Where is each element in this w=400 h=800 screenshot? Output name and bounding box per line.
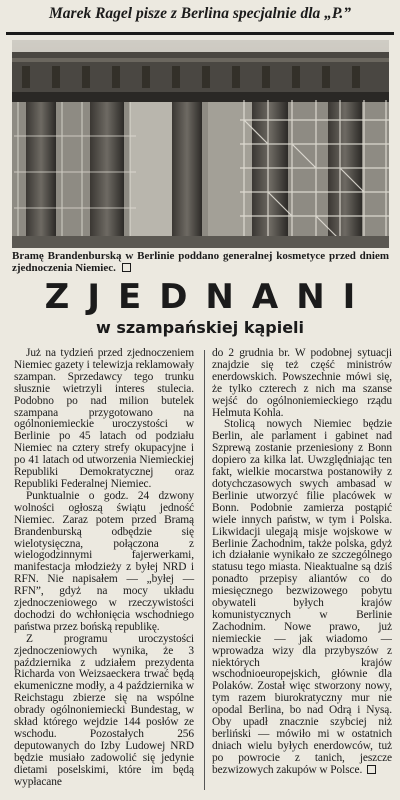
end-mark-icon — [122, 263, 131, 272]
photo-caption — [12, 250, 389, 274]
brandenburg-gate-photo — [12, 40, 389, 248]
paragraph: Już na tydzień przed zjednoczeniem Niemiec gazety i telewizja reklamowały szampan. Sprzedawcy tego trunku słusznie wietrzyli interes stulecia. Podobno po nad milion butelek szampana przygotowano na ogólnoniemieckie uroczystości w Berlinie po 45 latach od podziału Niemiec na cztery strefy okupacyjne i po 41 latach od utworzenia Niemieckiej Republiki Demokratycznej oraz Republiki Federalnej Niemiec. — [14, 348, 194, 490]
byline: Marek Ragel pisze z Berlina specjalnie dla „P.” — [49, 5, 351, 22]
article-column-right — [212, 348, 392, 777]
paragraph: Stolicą nowych Niemiec będzie Berlin, ale parlament i gabinet nad Szprewą zostanie przeniesiony z Bonn dopiero za kilka lat. Uwzględniając ten fakt, wielkie mocarstwa postanowiły z dotychczasowych swych ambasad w Berlinie utworzyć filie placówek w Bonn. Podobnie zamierza postąpić wiele innych państw, w tym i Polska. Likwidacji ulegają misje wojskowe w Berlinie Zachodnim, także polska, gdyż ich działanie wynikało ze szczególnego statusu tego miasta. Nieaktualne są dziś ponadto przepisy aliantów co do miesięcznego bezwizowego pobytu obywateli byłych krajów komunistycznych w Berlinie Zachodnim. Nowe prawo, już niemieckie — jak wiadomo — wprowadza wizy dla przybyszów z niektórych krajów wschodnioeuropejskich, głównie dla Polaków. Został więc stworzony nowy, tym razem biurokratyczny mur nie opodal Berlina, bo nad Odrą i Nysą. Oby upadł znacznie szybciej niż berliński — mówiło mi w ostatnich dniach wielu byłych enerdowców, tuż po powrocie z tanich, jeszcze bezwizowych zakupów w Polsce. — [212, 418, 392, 776]
paragraph: Punktualnie o godz. 24 dzwony wolności ogłoszą świątu jedność Niemiec. Zaraz potem przed Bramą Brandenburską odbędzie się wielotysięczna, połączona z wielogodzinnymi fajerwerkami, manifestacja młodzieży z byłej NRD i RFN. Nie napisałem — „byłej — RFN”, gdyż na mocy układu zjednoczeniowego w rzeczywistości dochodzi do wchłonięcia wschodniego państwa przez bońską republikę. — [14, 489, 194, 633]
paragraph: do 2 grudnia br. W podobnej sytuacji znajdzie się też część ministrów enerdowskich. Powszechnie mówi się, że tylko czterech z nich ma szanse wejść do ogólnoniemieckiego rządu Helmuta Kohla. — [212, 348, 392, 419]
article-body — [14, 348, 392, 798]
article-column-left — [14, 348, 194, 789]
header-rule — [6, 32, 394, 35]
column-divider — [204, 350, 205, 790]
caption-text: Bramę Brandenburską w Berlinie poddano generalnej kosmetyce przed dniem zjednoczenia Niemiec. — [12, 250, 389, 274]
headline: ZJEDNANI — [44, 277, 374, 317]
paragraph: Z programu uroczystości zjednoczeniowych wynika, że 3 października z udziałem prezydenta Richarda von Weizsaeckera trwać będą ekumeniczne modły, a 4 października w Reichstagu zbierze się na wspólne obrady ogólnoniemiecki Bundestag, w skład którego wejdzie 144 posłów ze wschodu. Pozostałych 256 deputowanych do Izby Ludowej NRD będzie musiało zadowolić się jedynie dietami poselskimi, które im będą wypłacane — [14, 632, 194, 788]
subheadline: w szampańskiej kąpieli — [95, 318, 305, 337]
photo-illustration — [12, 40, 389, 248]
